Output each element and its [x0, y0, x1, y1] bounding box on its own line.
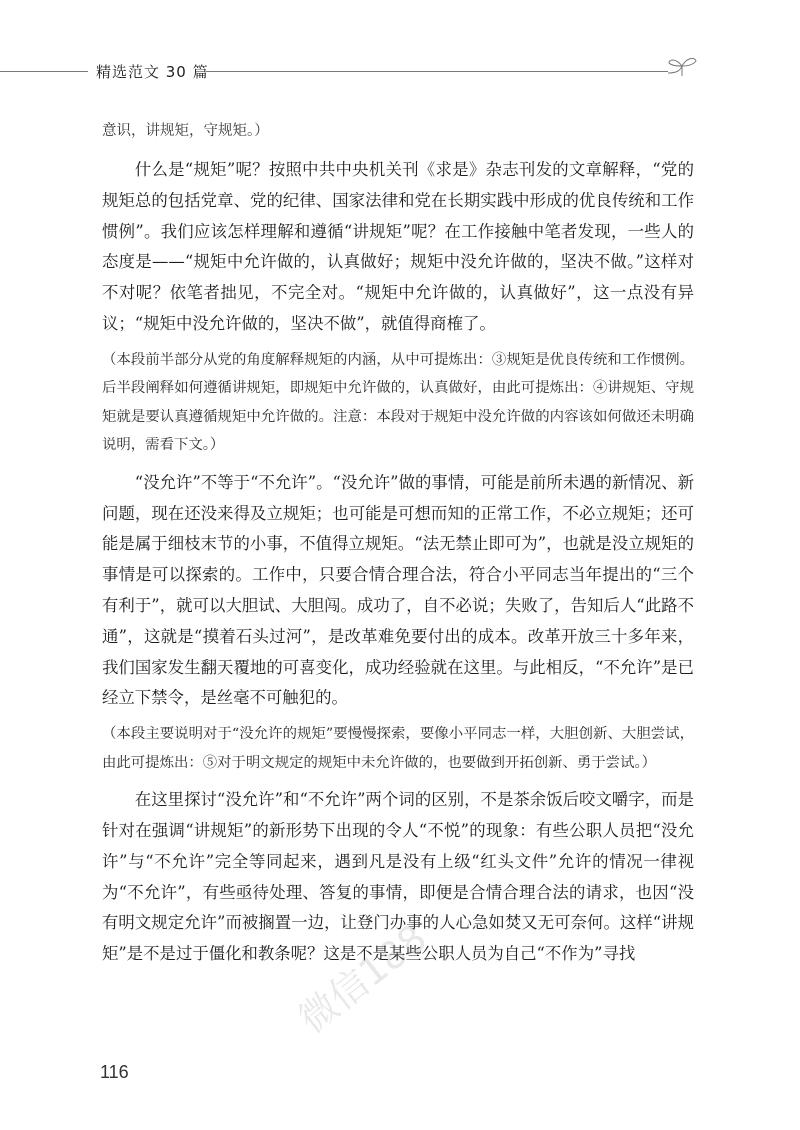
page-header: [0, 52, 800, 92]
header-rule-right: [206, 71, 668, 72]
page-body: [102, 118, 694, 976]
page-number: 116: [100, 1062, 129, 1082]
body-paragraph-3: 在这里探讨“没允许”和“不允许”两个词的区别，不是茶余饭后咬文嚼字，而是针对在强调“讲规矩”的新形势下出现的令人“不悦”的现象：有些公职人员把“没允许”与“不允许”完全等同起来，遇到凡是没有上级“红头文件”允许的情况一律视为“不允许”，有些亟待处理、答复的事情，即便是合情合理合法的请求，也因“没有明文规定允许”而被搁置一边，让登门办事的人心急如焚又无可奈何。这样“讲规矩”是不是过于僵化和教条呢？这是不是某些公职人员为自己“不作为”寻找: [102, 790, 694, 964]
body-paragraph-1: 什么是“规矩”呢？按照中共中央机关刊《求是》杂志刊发的文章解释，“党的规矩总的包括党章、党的纪律、国家法律和党在长期实践中形成的优良传统和工作惯例”。我们应该怎样理解和遵循“讲规矩”呢？在工作接触中笔者发现，一些人的态度是——“规矩中允许做的，认真做好；规矩中没允许做的，坚决不做。”这样对不对呢？依笔者拙见，不完全对。“规矩中允许做的，认真做好”，这一点没有异议；“规矩中没允许做的，坚决不做”，就值得商榷了。: [102, 160, 694, 333]
sprout-icon: [664, 52, 700, 92]
body-paragraph-2: “没允许”不等于“不允许”。“没允许”做的事情，可能是前所未遇的新情况、新问题，现在还没来得及立规矩；也可能是可想而知的正常工作，不必立规矩；还可能是属于细枝末节的小事，不值得立规矩。“法无禁止即可为”，也就是没立规矩的事情是可以探索的。工作中，只要合情合理合法，符合小平同志当年提出的“三个有利于”，就可以大胆试、大胆闯。成功了，自不必说；失败了，告知后人“此路不通”，这就是“摸着石头过河”，是改革难免要付出的成本。改革开放三十多年来，我们国家发生翻天覆地的可喜变化，成功经验就在这里。与此相反，“不允许”是已经立下禁令，是丝毫不可触犯的。: [102, 472, 694, 708]
continued-note: 意识，讲规矩，守规矩。）: [102, 123, 269, 139]
running-title: 精选范文 30 篇: [96, 63, 209, 81]
annotation-note-2: （本段主要说明对于“没允许的规矩”要慢慢探索，要像小平同志一样，大胆创新、大胆尝试，由此可提炼出：⑤对于明文规定的规矩中未允许做的，也要做到开拓创新、勇于尝试。）: [102, 726, 694, 771]
watermark: 微信188: [290, 915, 435, 1042]
header-rule-left: [0, 71, 88, 72]
annotation-note-1: （本段前半部分从党的角度解释规矩的内涵，从中可提炼出：③规矩是优良传统和工作惯例。后半段阐释如何遵循讲规矩，即规矩中允许做的，认真做好，由此可提炼出：④讲规矩、守规矩就是要认真遵循规矩中允许做的。注意：本段对于规矩中没允许做的内容该如何做还未明确说明，需看下文。）: [102, 351, 694, 454]
